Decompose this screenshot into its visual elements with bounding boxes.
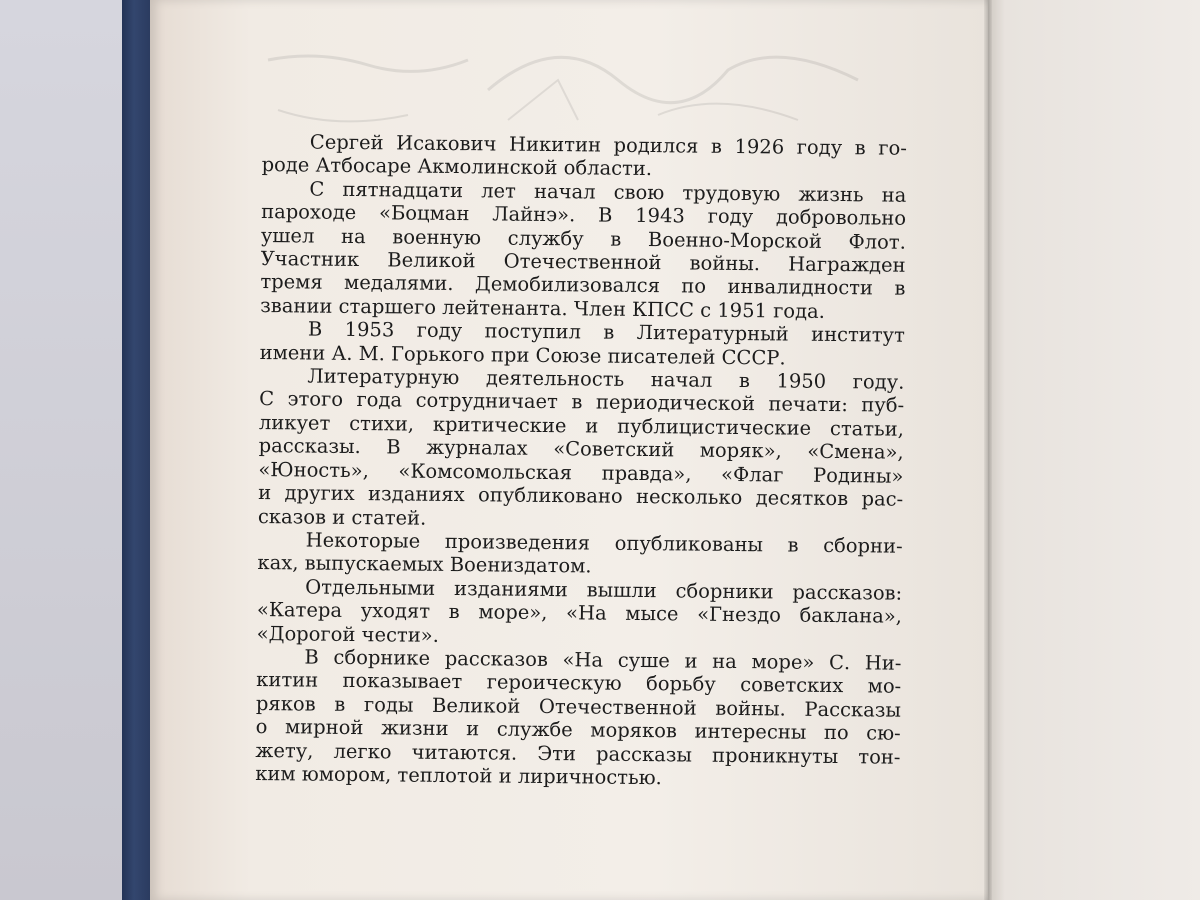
paragraph: [260, 177, 906, 324]
paragraph: [257, 575, 903, 652]
text-line: пароходе «Боцман Лайнэ». В 1943 году добровольно: [261, 200, 907, 230]
text-line: ушел на военную службу в Военно-Морской Флот.: [260, 223, 906, 254]
book-cover-edge: [122, 0, 152, 900]
text-line: ках, выпускаемых Воениздатом.: [257, 551, 592, 578]
text-line: Литературную деятельность начал в 1950 году.: [307, 364, 905, 394]
text-line: о мирной жизни и службе моряков интересны по сю-: [255, 715, 901, 745]
text-line: «Катера уходят в море», «На мысе «Гнездо баклана»,: [256, 598, 903, 628]
text-line: тремя медалями. Демобилизовался по инвалидности в: [260, 270, 906, 301]
text-line: Участник Великой Отечественной войны. Награжден: [260, 247, 906, 277]
text-line: роде Атбосаре Акмолинской области.: [261, 153, 653, 181]
text-line: С этого года сотрудничает в периодической печати: пуб-: [259, 387, 905, 418]
text-line: Сергей Исакович Никитин родился в 1926 году в го-: [309, 130, 907, 160]
biography-text: [255, 130, 907, 792]
text-line: В сборнике рассказов «На суше и на море» С. Ни-: [304, 645, 902, 675]
text-line: Некоторые произведения опубликованы в сборни-: [305, 528, 903, 558]
text-line: звании старшего лейтенанта. Член КПСС с 1951 года.: [260, 293, 826, 323]
facing-page: [988, 0, 1200, 900]
show-through-signature: [258, 20, 878, 140]
paragraph: [258, 364, 905, 535]
text-line: С пятнадцати лет начал свою трудовую жизнь на: [309, 177, 907, 207]
text-line: рассказы. В журналах «Советский моряк», «Смена»,: [258, 434, 904, 465]
text-line: В 1953 году поступил в Литературный институт: [307, 317, 906, 347]
text-line: жету, легко читаются. Эти рассказы проникнуты тон-: [255, 738, 901, 769]
text-line: ряков в годы Великой Отечественной войны. Рассказы: [255, 691, 902, 722]
paragraph: [260, 317, 905, 371]
paragraph: [262, 130, 907, 184]
paragraph: [255, 645, 901, 792]
text-line: ликует стихи, критические и публицистические статьи,: [258, 410, 905, 441]
text-line: китин показывает героическую борьбу советских мо-: [256, 668, 902, 699]
text-line: имени А. М. Горького при Союзе писателей СССР.: [259, 340, 786, 370]
text-line: и других изданиях опубликовано несколько десятков рас-: [258, 481, 904, 511]
text-line: Отдельными изданиями вышли сборники рассказов:: [305, 575, 903, 605]
text-line: сказов и статей.: [257, 504, 427, 530]
text-line: ким юмором, теплотой и лиричностью.: [255, 761, 662, 790]
page-gutter: [984, 0, 992, 900]
paragraph: [257, 528, 902, 582]
text-line: «Дорогой чести».: [256, 621, 440, 647]
text-line: «Юность», «Комсомольская правда», «Флаг Родины»: [258, 457, 904, 488]
